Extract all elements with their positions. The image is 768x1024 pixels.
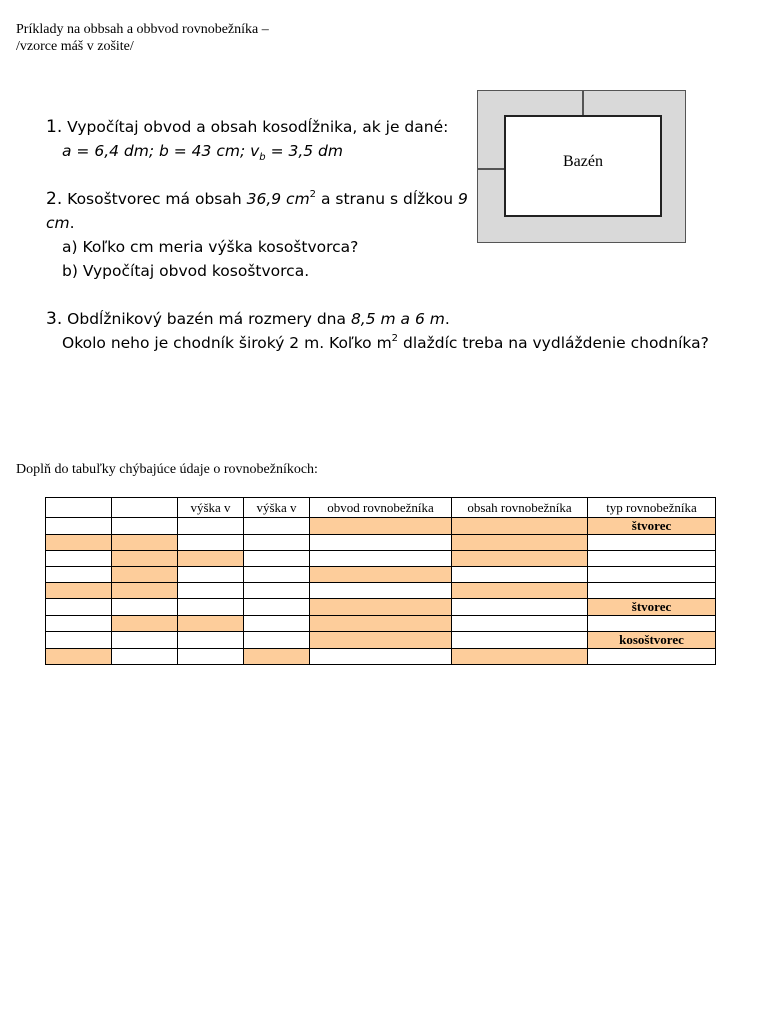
table-cell[interactable]	[588, 535, 716, 551]
exercise-1-number: 1.	[46, 117, 63, 137]
table-row	[46, 583, 716, 599]
table-cell[interactable]	[46, 567, 112, 583]
table-cell[interactable]	[46, 599, 112, 616]
exercise-3-line-2	[46, 331, 709, 355]
table-row	[46, 518, 716, 535]
table-cell[interactable]	[588, 551, 716, 567]
table-cell[interactable]	[452, 567, 588, 583]
page-title	[16, 21, 269, 55]
table-cell[interactable]	[46, 583, 112, 599]
table-cell[interactable]	[178, 616, 244, 632]
table-cell[interactable]	[588, 583, 716, 599]
table-row	[46, 649, 716, 665]
header-cell-7: typ rovnobežníka	[588, 498, 716, 518]
table-cell[interactable]	[178, 583, 244, 599]
table-cell[interactable]	[178, 567, 244, 583]
pool-diagram	[477, 90, 686, 243]
table-cell[interactable]	[46, 632, 112, 649]
table-cell[interactable]	[310, 599, 452, 616]
exercise-2-period: .	[69, 214, 75, 232]
table-cell[interactable]	[244, 518, 310, 535]
table-cell[interactable]	[452, 616, 588, 632]
table-cell[interactable]	[244, 583, 310, 599]
header-cell-2	[112, 498, 178, 518]
table-cell[interactable]	[452, 599, 588, 616]
exercise-2-text-pre: Kosoštvorec má obsah	[67, 190, 247, 208]
table-row	[46, 632, 716, 649]
exercise-2-number: 2.	[46, 189, 63, 209]
exercise-2-part-a: a) Koľko cm meria výška kosoštvorca?	[62, 238, 359, 256]
table-cell[interactable]	[452, 551, 588, 567]
table-cell[interactable]	[244, 567, 310, 583]
table-cell[interactable]	[452, 518, 588, 535]
exercise-3-line2-pre: Okolo neho je chodník široký 2 m. Koľko m	[62, 334, 392, 352]
table-cell[interactable]	[310, 518, 452, 535]
header-cell-5: obvod rovnobežníka	[310, 498, 452, 518]
table-cell[interactable]	[310, 616, 452, 632]
pool-label: Bazén	[563, 153, 603, 170]
table-cell[interactable]	[178, 518, 244, 535]
table-cell[interactable]	[310, 567, 452, 583]
table-cell[interactable]	[244, 616, 310, 632]
path-divider-left	[478, 168, 504, 170]
table-cell[interactable]	[244, 535, 310, 551]
table-row	[46, 616, 716, 632]
exercise-3	[46, 307, 686, 331]
exercise-1-given-sub: b	[259, 152, 266, 164]
table-cell[interactable]	[452, 535, 588, 551]
table-cell[interactable]	[46, 518, 112, 535]
table-cell[interactable]	[588, 567, 716, 583]
table-cell[interactable]: štvorec	[588, 599, 716, 616]
table-cell[interactable]	[46, 616, 112, 632]
table-cell[interactable]	[452, 583, 588, 599]
table-cell[interactable]	[178, 551, 244, 567]
exercise-2-area: 36,9 cm	[246, 190, 310, 208]
table-cell[interactable]	[46, 649, 112, 665]
table-cell[interactable]	[310, 583, 452, 599]
exercise-2-part-b: b) Vypočítaj obvod kosoštvorca.	[62, 262, 310, 280]
exercise-1-given-rest: = 3,5 dm	[265, 142, 343, 160]
table-cell[interactable]	[112, 535, 178, 551]
table-cell[interactable]	[310, 551, 452, 567]
exercise-3-number: 3.	[46, 309, 63, 329]
exercise-3-dims: 8,5 m a 6 m	[350, 310, 445, 328]
title-line-1: Príklady na obbsah a obbvod rovnobežníka –	[16, 22, 269, 37]
table-row	[46, 535, 716, 551]
header-cell-3: výška v	[178, 498, 244, 518]
table-cell[interactable]	[46, 535, 112, 551]
table-cell[interactable]	[112, 599, 178, 616]
table-cell[interactable]	[112, 632, 178, 649]
table-cell[interactable]	[178, 535, 244, 551]
table-header-row	[46, 498, 716, 518]
table-row	[46, 551, 716, 567]
exercise-2-side-unit: cm	[46, 214, 70, 232]
table-row	[46, 567, 716, 583]
table-row	[46, 599, 716, 616]
table-cell[interactable]	[310, 649, 452, 665]
table-cell[interactable]	[112, 567, 178, 583]
table-cell[interactable]	[244, 551, 310, 567]
table-cell[interactable]	[244, 599, 310, 616]
table-cell[interactable]	[178, 599, 244, 616]
title-line-2: /vzorce máš v zošite/	[16, 39, 134, 54]
table-cell[interactable]	[178, 649, 244, 665]
table-cell[interactable]	[112, 551, 178, 567]
table-cell[interactable]	[310, 535, 452, 551]
parallelogram-table	[45, 497, 716, 665]
table-cell[interactable]	[588, 649, 716, 665]
table-cell[interactable]	[452, 649, 588, 665]
exercise-3-text-end: .	[444, 310, 450, 328]
exercise-2-text-post: a stranu s dĺžkou	[316, 190, 458, 208]
path-divider-top	[582, 91, 584, 115]
table-cell[interactable]	[588, 616, 716, 632]
table-cell[interactable]	[46, 551, 112, 567]
exercise-1-text: Vypočítaj obvod a obsah kosodĺžnika, ak je dané:	[67, 118, 449, 136]
table-cell[interactable]	[112, 649, 178, 665]
exercise-2-area-exp: 2	[309, 188, 317, 200]
table-cell[interactable]	[244, 649, 310, 665]
table-body	[46, 518, 716, 665]
exercise-3-line2-exp: 2	[391, 332, 399, 344]
header-cell-6: obsah rovnobežníka	[452, 498, 588, 518]
table-title: Doplň do tabuľky chýbajúce údaje o rovnobežníkoch:	[16, 462, 318, 477]
table-cell[interactable]	[310, 632, 452, 649]
exercise-2-side: 9	[457, 190, 468, 208]
table-cell[interactable]	[112, 616, 178, 632]
pool-rectangle	[504, 115, 662, 217]
table-cell[interactable]	[112, 518, 178, 535]
table-cell[interactable]: kosoštvorec	[588, 632, 716, 649]
exercise-1-given-a: a = 6,4 dm; b = 43 cm; v	[62, 142, 260, 160]
exercise-3-text-pre: Obdĺžnikový bazén má rozmery dna	[67, 310, 351, 328]
table-cell[interactable]: štvorec	[588, 518, 716, 535]
table-cell[interactable]	[178, 632, 244, 649]
table-cell[interactable]	[112, 583, 178, 599]
exercise-3-line2-post: dlaždíc treba na vydláždenie chodníka?	[398, 334, 709, 352]
header-cell-4: výška v	[244, 498, 310, 518]
table-cell[interactable]	[452, 632, 588, 649]
header-cell-1	[46, 498, 112, 518]
table-cell[interactable]	[244, 632, 310, 649]
